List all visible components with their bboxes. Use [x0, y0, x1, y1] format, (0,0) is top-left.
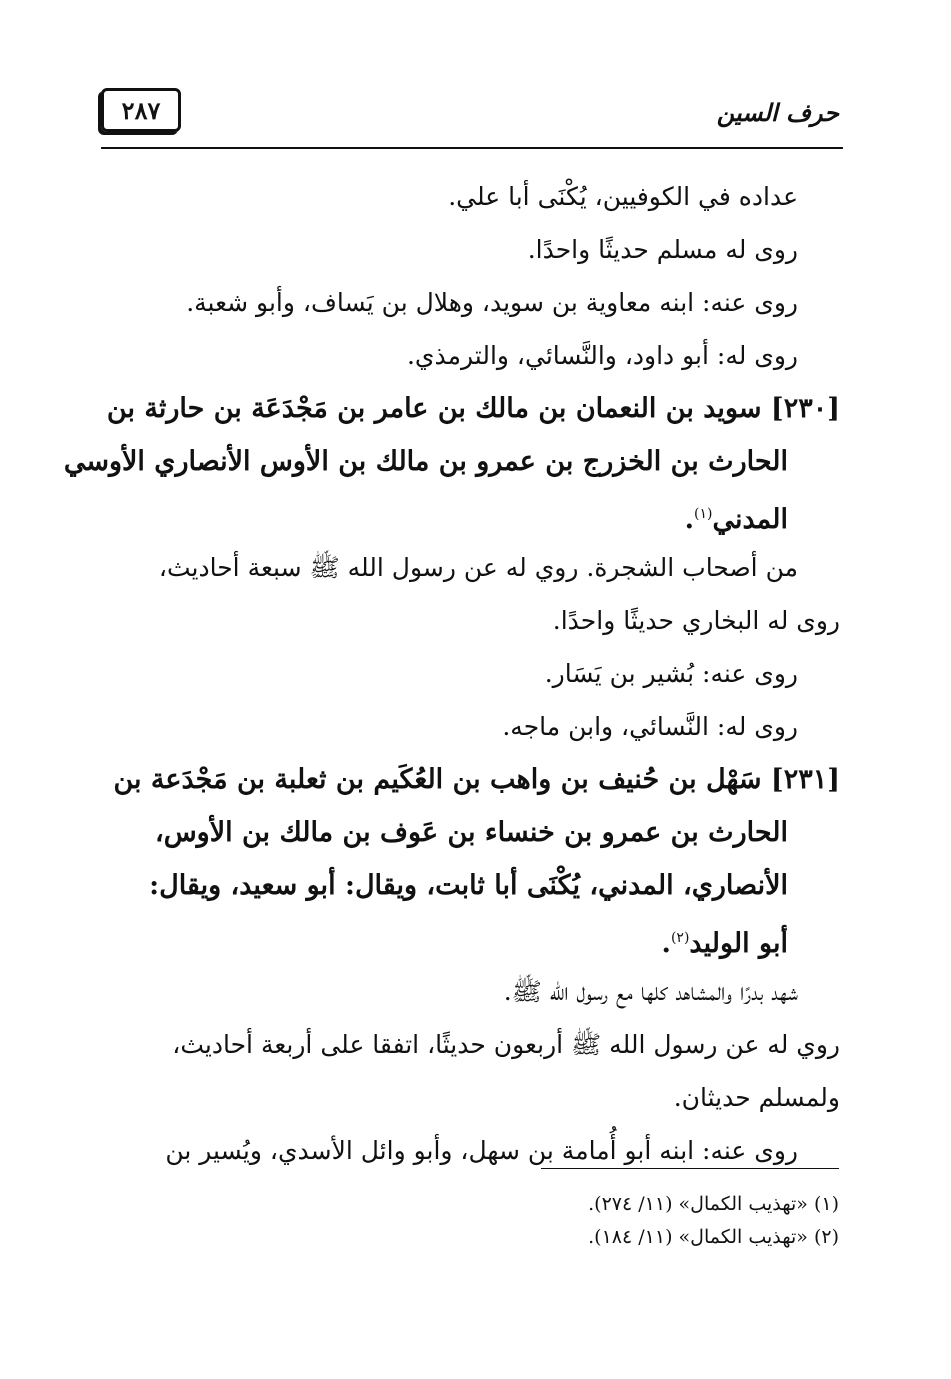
- page-number: ٢٨٧: [101, 88, 181, 132]
- text-line: روى له: أبو داود، والنَّسائي، والترمذي.: [406, 341, 798, 370]
- entry-230-heading-last: المدني: [712, 504, 788, 535]
- footnote-ref-2: (٢): [670, 930, 690, 946]
- text-line: روى له: النَّسائي، وابن ماجه.: [502, 712, 798, 741]
- entry-231-heading: [٢٣١] سَهْل بن حُنيف بن واهب بن العُكَيم بن ثعلبة بن مَجْدَعة بن: [113, 764, 840, 795]
- entry-231-period: .: [661, 928, 671, 959]
- text-line: شهد بدرًا والمشاهد كلها مع رسول الله ﷺ.: [503, 977, 798, 1006]
- text-line: ولمسلم حديثان.: [673, 1083, 840, 1112]
- text-line: روى له البخاري حديثًا واحدًا.: [552, 606, 840, 635]
- text-line: روى عنه: ابنه معاوية بن سويد، وهلال بن يَساف، وأبو شعبة.: [186, 288, 798, 317]
- text-line: عداده في الكوفيين، يُكْنَى أبا علي.: [448, 182, 798, 211]
- entry-231-heading-cont: الحارث بن عمرو بن خنساء بن عَوف بن مالك بن الأوس،: [154, 817, 788, 848]
- running-head: حرف السين: [716, 98, 839, 127]
- text-line: روى عنه: بُشير بن يَسَار.: [544, 659, 798, 688]
- footnotes: [339, 1188, 839, 1254]
- text-line: روى عنه: ابنه أبو أُمامة بن سهل، وأبو وائل الأسدي، ويُسير بن: [165, 1136, 798, 1165]
- text-line: روي له عن رسول الله ﷺ أربعون حديثًا، اتفقا على أربعة أحاديث،: [172, 1030, 840, 1059]
- footnote-ref-1: (١): [694, 506, 713, 522]
- header-rule: [101, 147, 843, 149]
- main-text: [63, 170, 840, 1177]
- footnote-1: (١) «تهذيب الكمال» (١١/ ٢٧٤).: [588, 1193, 839, 1215]
- entry-230-heading: [٢٣٠] سويد بن النعمان بن مالك بن عامر بن مَجْدَعَة بن حارثة بن: [106, 393, 840, 424]
- entry-230-heading-cont: الحارث بن الخزرج بن عمرو بن مالك بن الأوس الأنصاري الأوسي: [63, 446, 788, 477]
- text-line: من أصحاب الشجرة. روي له عن رسول الله ﷺ سبعة أحاديث،: [158, 553, 798, 582]
- entry-230-heading-end: [100, 488, 840, 541]
- entry-231-heading-last: أبو الوليد: [689, 928, 788, 959]
- entry-231-heading-cont: الأنصاري، المدني، يُكْنَى أبا ثابت، ويقال: أبو سعيد، ويقال:: [149, 870, 788, 901]
- footnote-2: (٢) «تهذيب الكمال» (١١/ ١٨٤).: [588, 1226, 839, 1248]
- footnote-rule: [541, 1168, 839, 1169]
- entry-230-period: .: [684, 504, 694, 535]
- text-line: روى له مسلم حديثًا واحدًا.: [527, 235, 798, 264]
- entry-231-heading-end: [100, 912, 840, 965]
